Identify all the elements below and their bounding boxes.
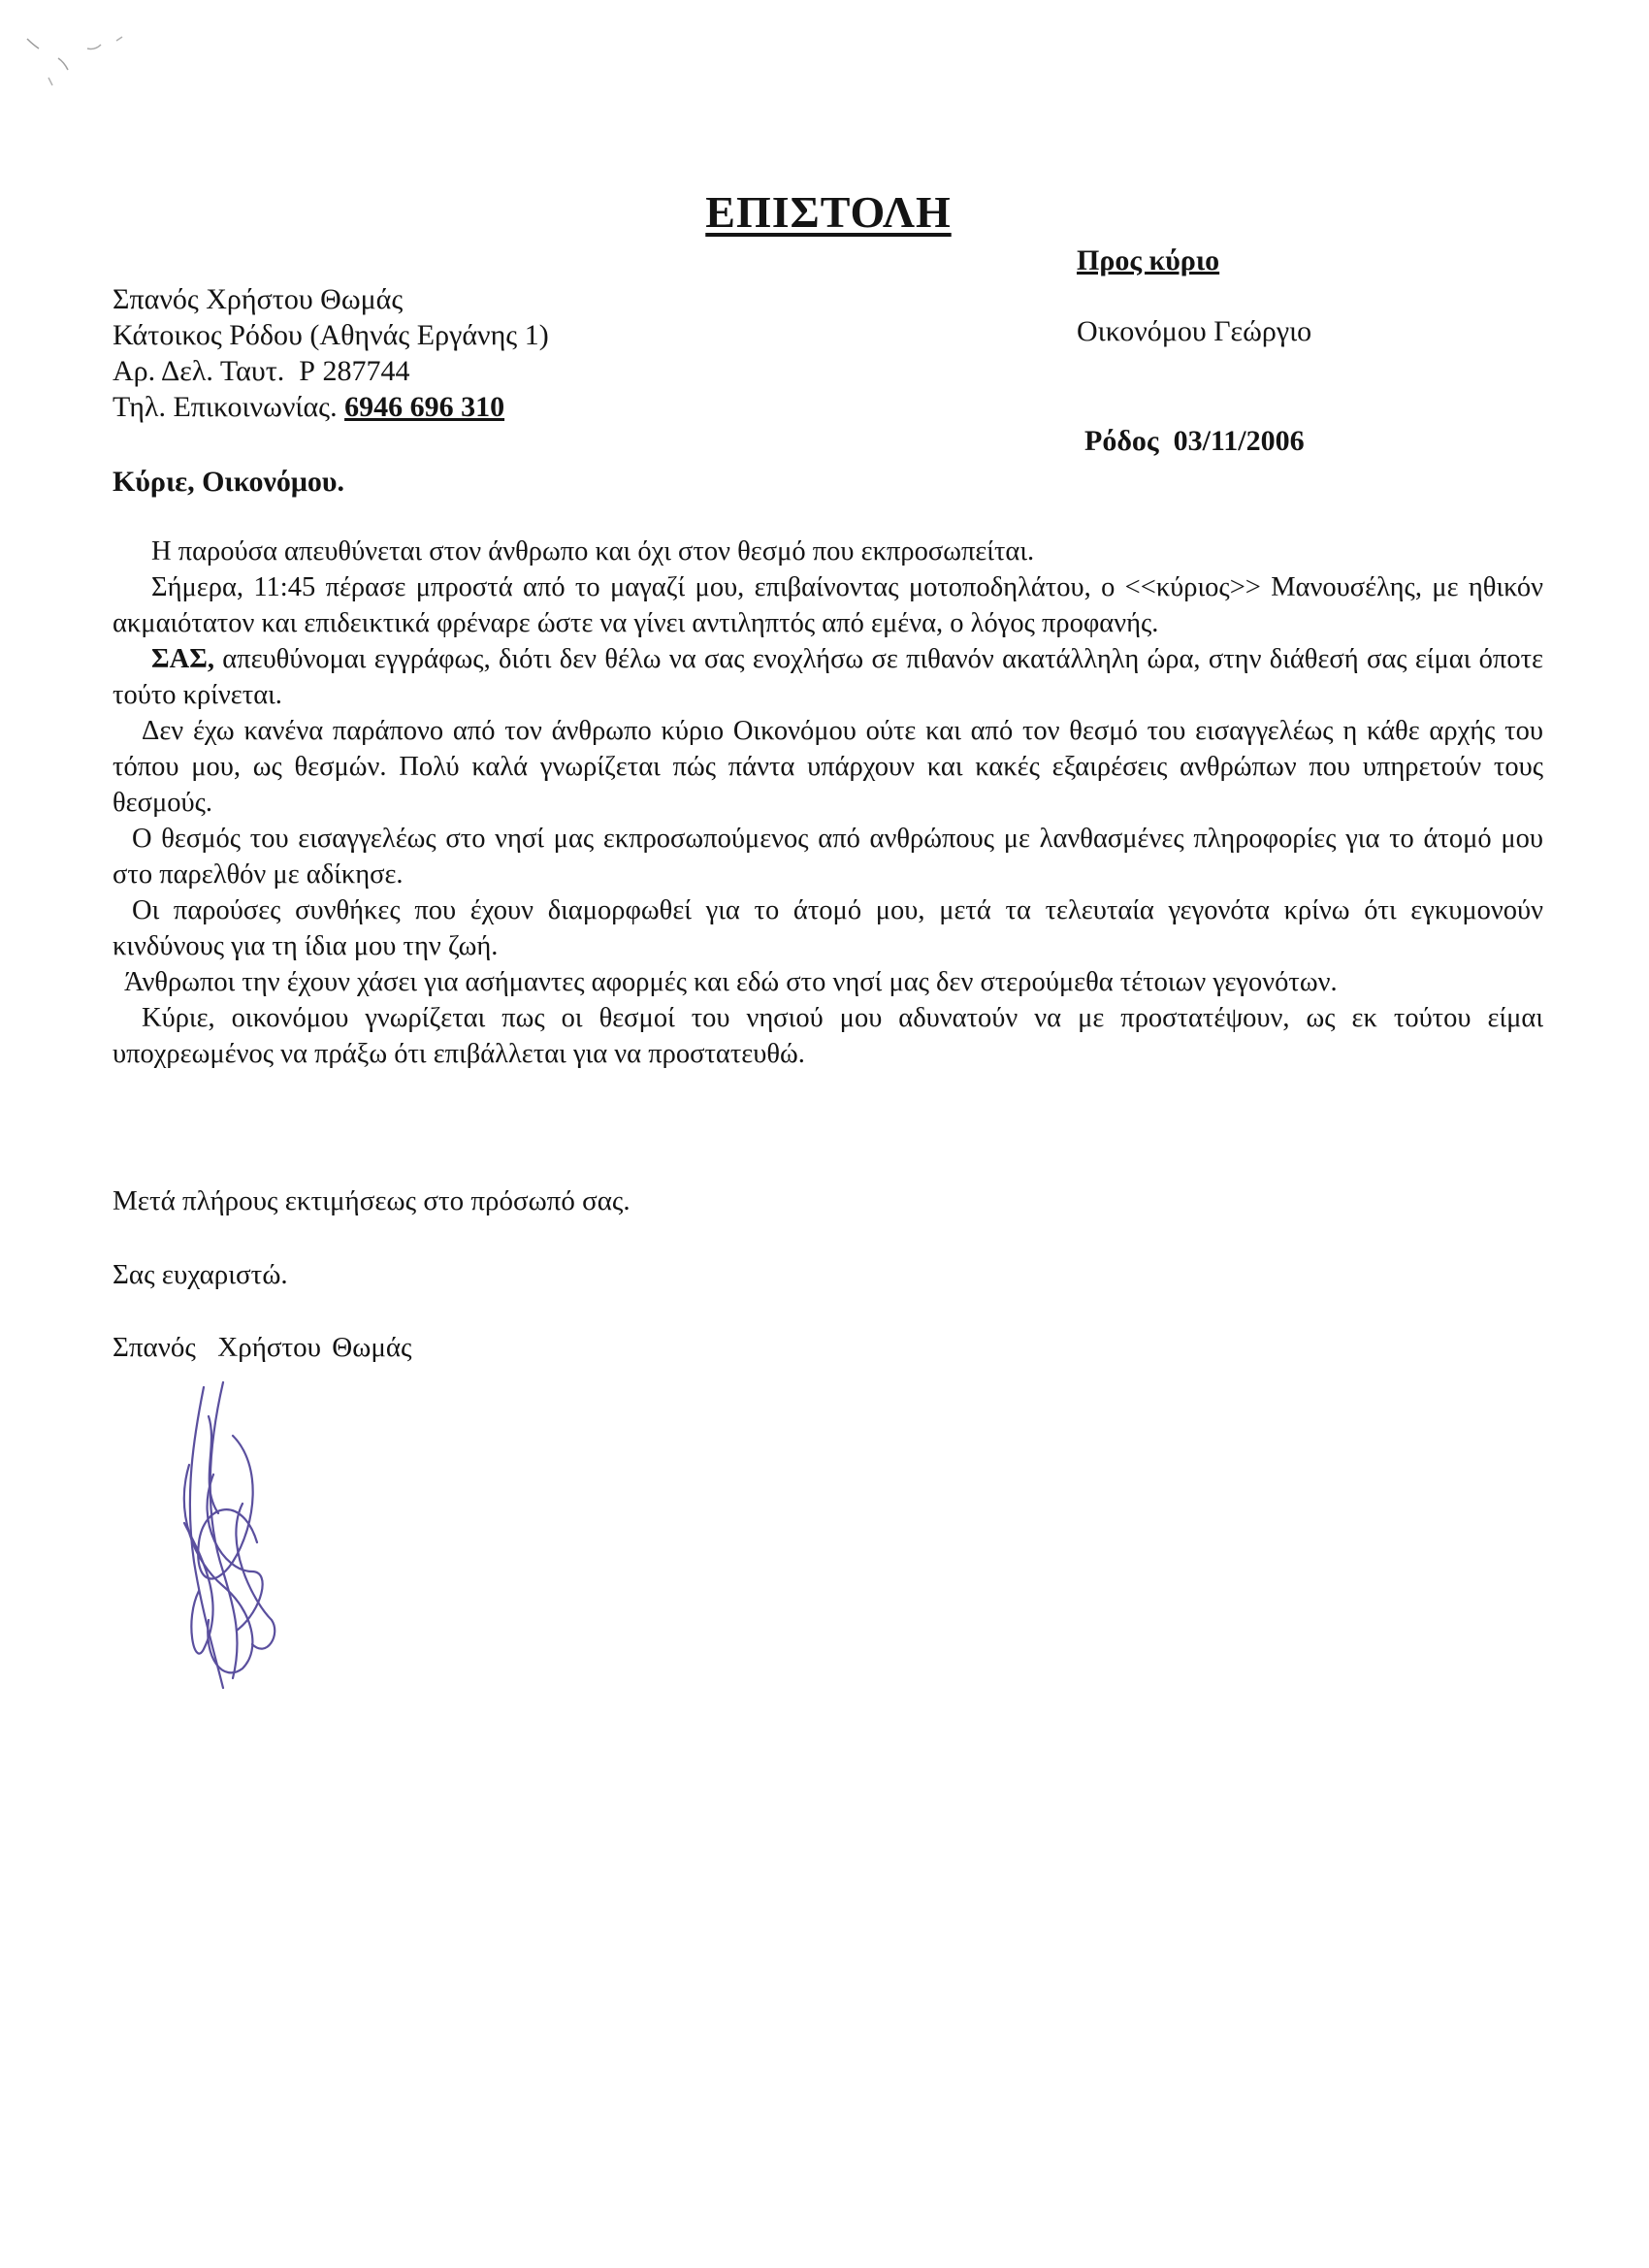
- signature-name: Σπανός Χρήστου Θωμάς: [113, 1332, 412, 1363]
- sender-phone-line: [113, 389, 549, 425]
- paragraph: Κύριε, οικονόμου γνωρίζεται πως οι θεσμοί του νησιού μου αδυνατούν να με προστατέψουν, ως εκ τούτου είμαι υποχρεωμένος να πράξω ότι επιβάλλεται για να προστατευθώ.: [113, 1003, 1543, 1069]
- sender-id-card: Αρ. Δελ. Ταυτ. Ρ 287744: [113, 355, 410, 387]
- letter-title: ΕΠΙΣΤΟΛΗ: [705, 187, 952, 237]
- handwritten-signature: [165, 1377, 301, 1698]
- phone-label: Τηλ. Επικοινωνίας.: [113, 391, 338, 423]
- sender-name: Σπανός Χρήστου Θωμάς: [113, 283, 404, 315]
- paragraph: Δεν έχω κανένα παράπονο από τον άνθρωπο κύριο Οικονόμου ούτε και από τον θεσμό του εισαγγελέως η κάθε αρχής του τόπου μου, ως θεσμών. Πολύ καλά γνωρίζεται πώς πάντα υπάρχουν και κακές εξαιρέσεις ανθρώπων που υπηρετούν τους θεσμούς.: [113, 716, 1543, 818]
- paragraph: Οι παρούσες συνθήκες που έχουν διαμορφωθεί για το άτομό μου, μετά τα τελευταία γεγονότα κρίνω ότι εγκυμονούν κινδύνους για τη ίδια μου την ζωή.: [113, 895, 1543, 961]
- recipient-name: Οικονόμου Γεώργιο: [1077, 315, 1312, 347]
- closing-thanks: Σας ευχαριστώ.: [113, 1259, 288, 1290]
- scan-speck-mark: [19, 19, 126, 116]
- paragraph: Άνθρωποι την έχουν χάσει για ασήμαντες αφορμές και εδώ στο νησί μας δεν στερούμεθα τέτοιων γεγονότων.: [124, 967, 1338, 997]
- paragraph: ΣΑΣ, απευθύνομαι εγγράφως, διότι δεν θέλω να σας ενοχλήσω σε πιθανόν ακατάλληλη ώρα, στην διάθεσή σας είμαι όποτε τούτο κρίνεται.: [113, 644, 1543, 710]
- paragraph: Σήμερα, 11:45 πέρασε μπροστά από το μαγαζί μου, επιβαίνοντας μοτοποδηλάτου, ο <<κύριος>> Μανουσέλης, με ηθικόν ακμαιότατον και επιδεικτικά φρέναρε ώστε να γίνει αντιληπτός από εμένα, ο λόγος προφανής.: [113, 572, 1543, 638]
- salutation: Κύριε, Οικονόμου.: [113, 466, 344, 498]
- recipient-label: Προς κύριο: [1077, 244, 1220, 276]
- paragraph: Η παρούσα απευθύνεται στον άνθρωπο και όχι στον θεσμό που εκπροσωπείται.: [151, 536, 1035, 567]
- emphasis-text: ΣΑΣ,: [151, 644, 214, 674]
- sender-address: Κάτοικος Ρόδου (Αθηνάς Εργάνης 1): [113, 319, 549, 351]
- paragraph: Ο θεσμός του εισαγγελέως στο νησί μας εκπροσωπούμενος από ανθρώπους με λανθασμένες πληροφορίες για το άτομό μου στο παρελθόν με αδίκησε.: [113, 824, 1543, 890]
- sender-block: [113, 281, 549, 425]
- place-date: [1084, 425, 1305, 458]
- phone-number: 6946 696 310: [344, 391, 505, 423]
- date: 03/11/2006: [1173, 425, 1305, 457]
- closing-regards: Μετά πλήρους εκτιμήσεως στο πρόσωπό σας.: [113, 1185, 630, 1216]
- place: Ρόδος: [1084, 425, 1159, 457]
- letter-body: [113, 534, 1543, 1072]
